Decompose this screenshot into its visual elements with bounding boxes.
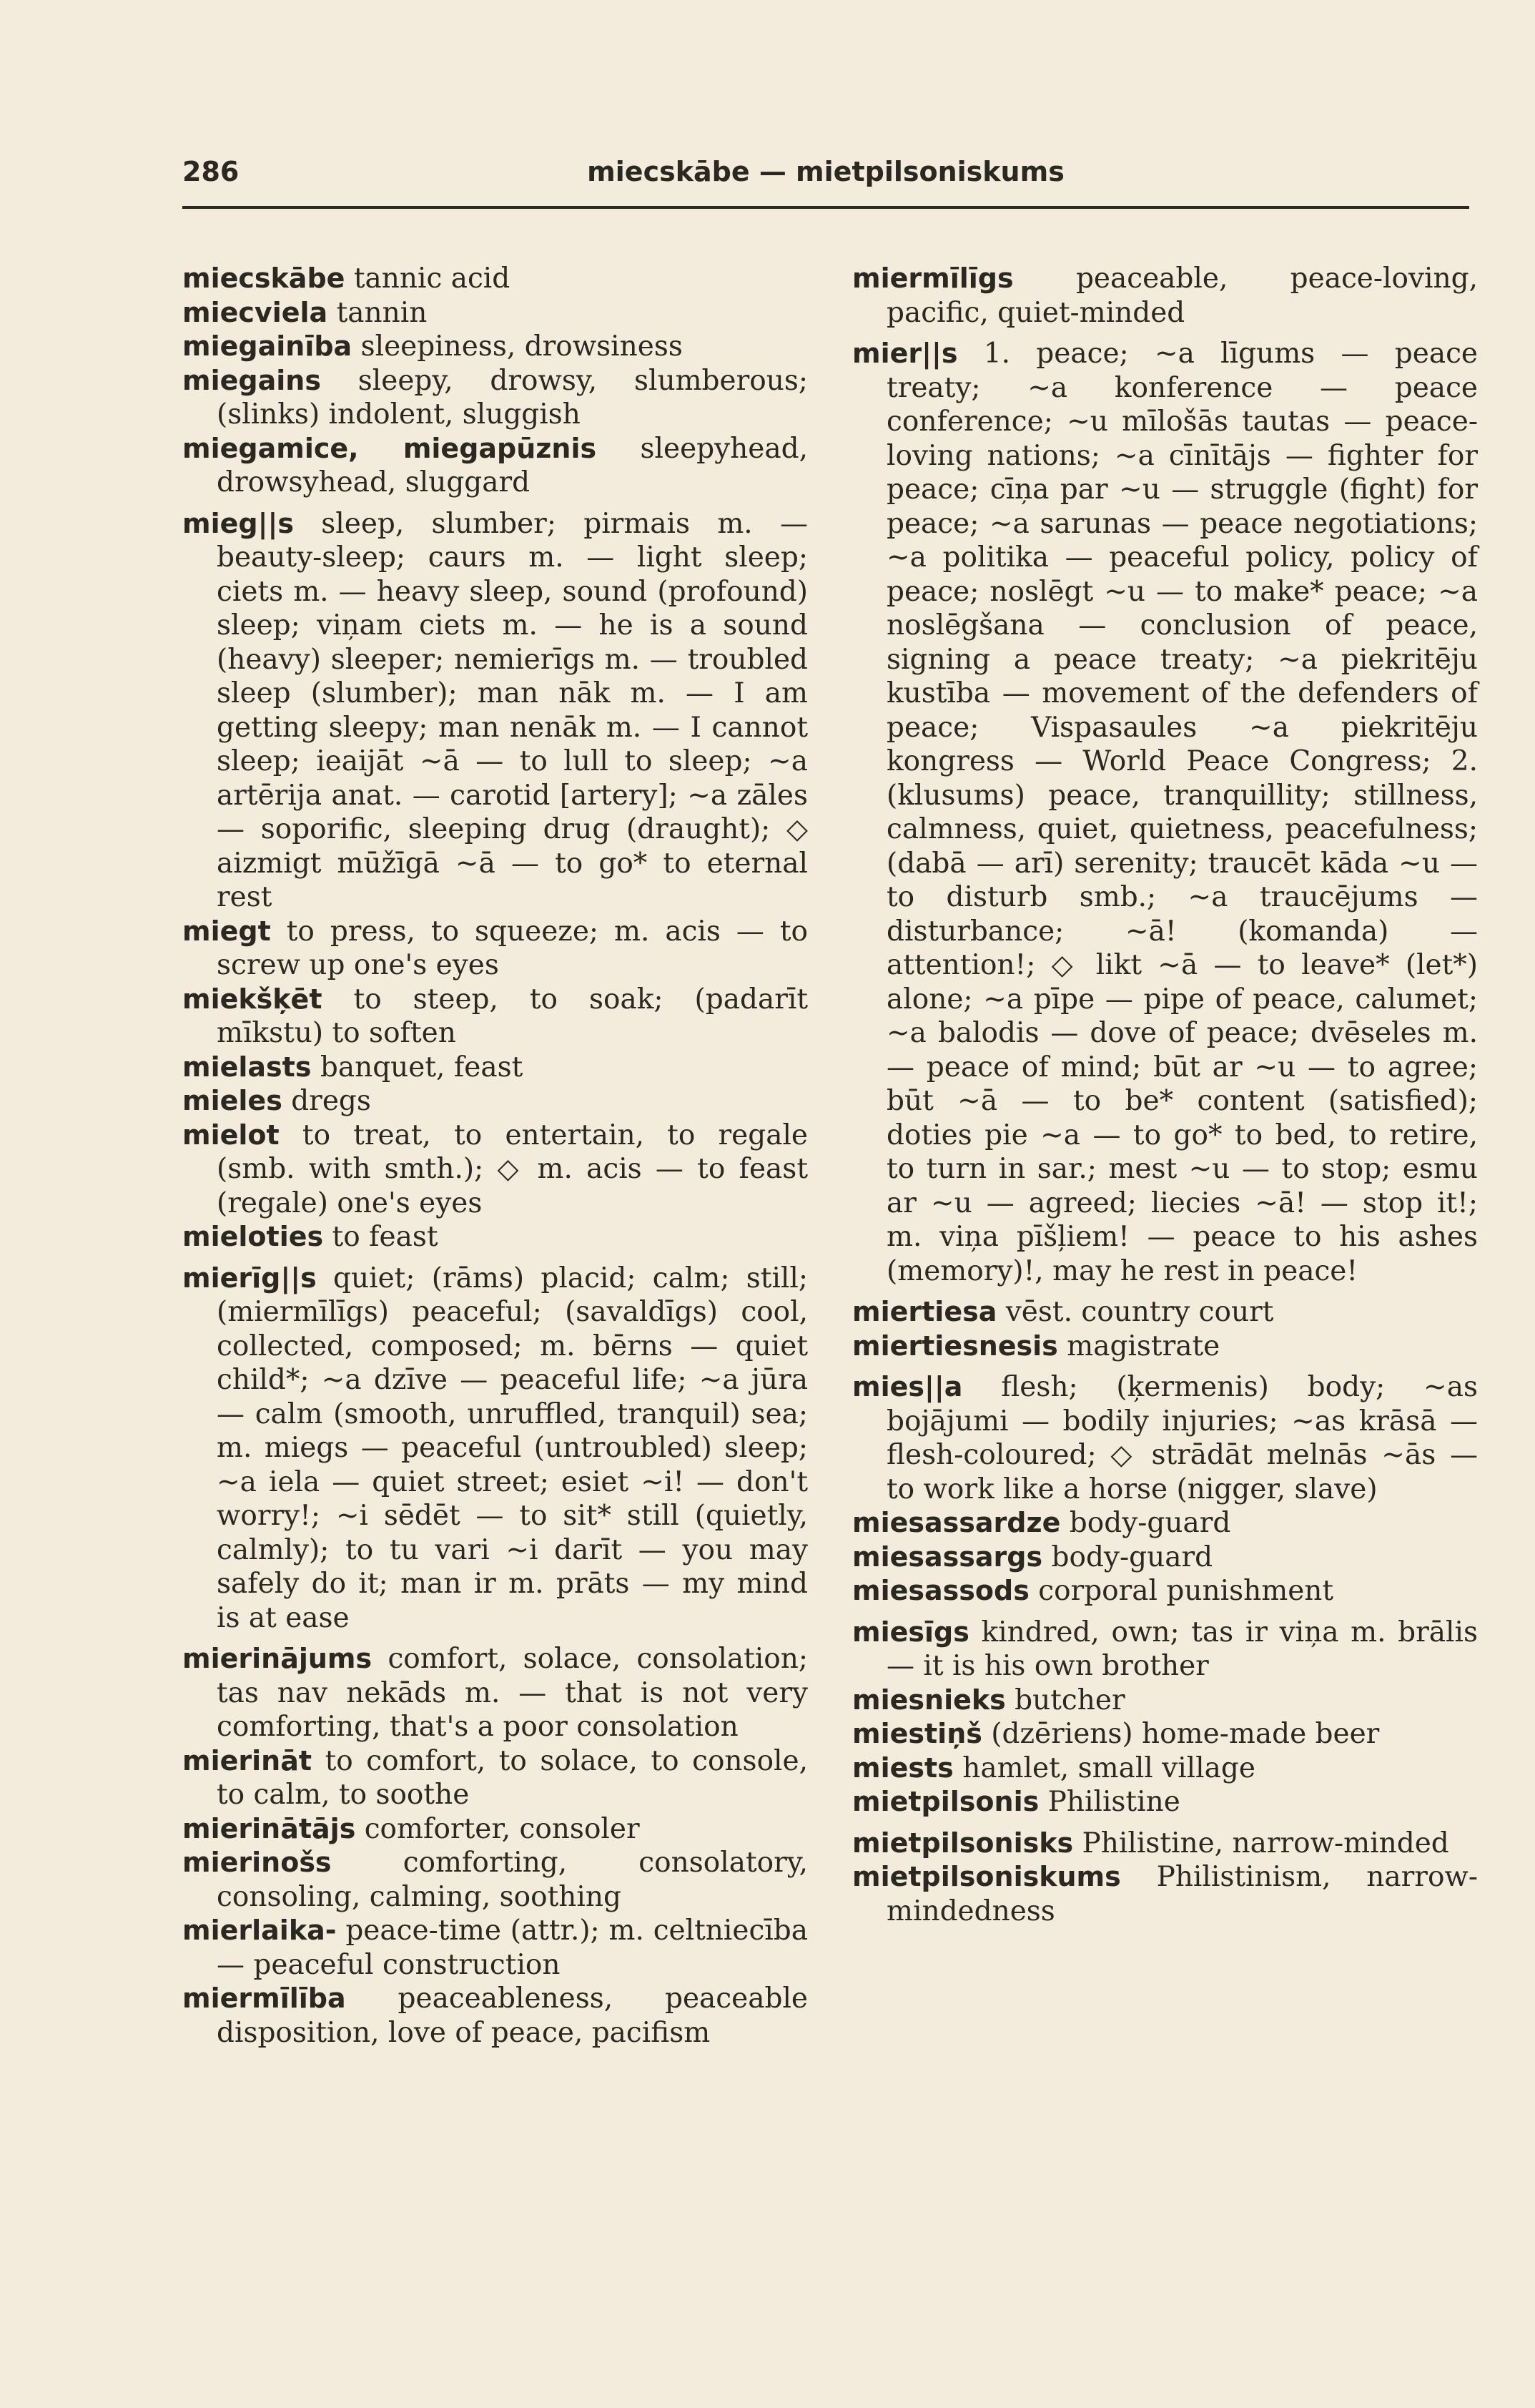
- entry-definition: to steep, to soak; (padarīt mīkstu) to soften: [217, 983, 808, 1049]
- entry-definition: flesh; (ķermenis) body; ~as bojājumi — bodily injuries; ~as krāsā — flesh-coloured; ◇ strādāt melnās ~ās — to work like a horse (nigger, slave): [887, 1371, 1478, 1505]
- entry-headword: miestiņš: [852, 1718, 982, 1749]
- dictionary-entry: [852, 1616, 1478, 1684]
- dictionary-entry: [852, 1540, 1478, 1575]
- dictionary-entry: [852, 337, 1478, 1288]
- entry-definition: Philistine: [1047, 1786, 1180, 1818]
- entry-definition: kindred, own; tas ir viņa m. brālis — it is his own brother: [887, 1616, 1479, 1682]
- entry-definition: (dzēriens) home-made beer: [991, 1718, 1380, 1750]
- entry-definition: body-guard: [1069, 1507, 1231, 1539]
- dictionary-entry: [852, 1785, 1478, 1819]
- page-number: 286: [182, 156, 240, 187]
- dictionary-entry: [182, 432, 808, 500]
- entry-headword: miegains: [182, 364, 321, 396]
- entry-definition: sleepyhead, drowsyhead, sluggard: [217, 432, 808, 498]
- entry-definition: to feast: [332, 1221, 438, 1253]
- dictionary-entry: [182, 1642, 808, 1744]
- dictionary-entry: [182, 1982, 808, 2050]
- dictionary-entry: [182, 507, 808, 915]
- entry-headword: mies||a: [852, 1371, 963, 1402]
- entry-headword: miesnieks: [852, 1684, 1006, 1716]
- entry-definition: to comfort, to solace, to console, to calm, to soothe: [217, 1744, 808, 1811]
- entry-definition: butcher: [1015, 1684, 1125, 1716]
- entry-definition: Philistinism, narrow-mindedness: [887, 1861, 1478, 1927]
- dictionary-entry: [182, 364, 808, 432]
- entry-headword: miekšķēt: [182, 983, 322, 1015]
- dictionary-entry: [182, 1051, 808, 1085]
- dictionary-entry: [852, 1330, 1478, 1364]
- dictionary-entry: [852, 1506, 1478, 1540]
- entry-definition: corporal punishment: [1038, 1575, 1334, 1607]
- entry-definition: sleepy, drowsy, slumberous; (slinks) indolent, sluggish: [217, 364, 808, 431]
- entry-headword: miertiesnesis: [852, 1330, 1058, 1362]
- entry-definition: comforter, consoler: [364, 1812, 640, 1845]
- entry-definition: quiet; (rāms) placid; calm; still; (miermīlīgs) peaceful; (savaldīgs) cool, collected, composed; m. bērns — quiet child*; ~a dzīve — peaceful life; ~a jūra — calm (smooth, unruffled, tranquil) sea; m. miegs — peaceful (untroubled) sleep; ~a iela — quiet street; esiet ~i! — don't worry!; ~i sēdēt — to sit* still (quietly, calmly); to tu vari ~i darīt — you may safely do it; man ir m. prāts — my mind is at ease: [217, 1262, 808, 1634]
- dictionary-entry: [182, 1084, 808, 1119]
- entry-headword: mielasts: [182, 1051, 312, 1083]
- entry-headword: mieles: [182, 1085, 282, 1116]
- entry-definition: tannin: [336, 296, 428, 329]
- entry-headword: miegainība: [182, 330, 352, 362]
- entry-definition: hamlet, small village: [962, 1751, 1255, 1784]
- dictionary-entry: [852, 262, 1478, 330]
- entry-headword: mierināt: [182, 1744, 312, 1776]
- entry-definition: peace-time (attr.); m. celtniecība — peaceful construction: [217, 1915, 808, 1981]
- entry-headword: miests: [852, 1751, 954, 1784]
- entry-definition: dregs: [291, 1085, 371, 1117]
- dictionary-entry: [182, 1262, 808, 1636]
- entry-definition: magistrate: [1067, 1330, 1220, 1362]
- entry-headword: mierinātājs: [182, 1812, 356, 1844]
- dictionary-entry: [852, 1684, 1478, 1718]
- entry-headword: mierinājums: [182, 1643, 372, 1674]
- entry-definition: peaceable, peace-loving, pacific, quiet-minded: [887, 262, 1478, 329]
- entry-headword: mier||s: [852, 338, 958, 369]
- dictionary-entry: [182, 296, 808, 330]
- dictionary-entry: [182, 1914, 808, 1982]
- entry-headword: miesassardze: [852, 1507, 1061, 1538]
- dictionary-entry: [182, 1846, 808, 1914]
- entry-headword: mierinošs: [182, 1847, 332, 1878]
- entry-headword: mietpilsonisks: [852, 1827, 1074, 1859]
- entry-definition: Philistine, narrow-minded: [1082, 1827, 1449, 1859]
- dictionary-entry: [852, 1717, 1478, 1751]
- entry-headword: miegt: [182, 915, 271, 947]
- entry-definition: vēst. country court: [1005, 1296, 1274, 1328]
- dictionary-entry: [182, 330, 808, 364]
- dictionary-entry: [852, 1860, 1478, 1928]
- entry-definition: tannic acid: [353, 262, 510, 295]
- entry-definition: to press, to squeeze; m. acis — to screw up one's eyes: [217, 915, 808, 981]
- dictionary-entry: [182, 262, 808, 296]
- page-header: [182, 156, 1469, 199]
- entry-definition: comforting, consolatory, consoling, calming, soothing: [217, 1847, 808, 1913]
- dictionary-entry: [852, 1751, 1478, 1786]
- entry-definition: body-guard: [1051, 1540, 1213, 1573]
- entry-definition: sleepiness, drowsiness: [360, 330, 683, 363]
- entry-headword: mietpilsonis: [852, 1786, 1040, 1817]
- entry-headword: miermīlīgs: [852, 262, 1014, 294]
- dictionary-entry: [852, 1574, 1478, 1608]
- entry-headword: mierīg||s: [182, 1262, 317, 1294]
- entry-headword: miesassods: [852, 1575, 1030, 1606]
- dictionary-entry: [182, 1812, 808, 1847]
- dictionary-entry: [182, 1220, 808, 1254]
- right-column: [852, 262, 1478, 1928]
- entry-headword: mierlaika-: [182, 1915, 337, 1946]
- running-head: miecskābe — mietpilsoniskums: [587, 156, 1065, 187]
- entry-definition: to treat, to entertain, to regale (smb. with smth.); ◇ m. acis — to feast (regale) one's eyes: [217, 1119, 808, 1219]
- dictionary-entry: [182, 915, 808, 983]
- entry-headword: mieg||s: [182, 507, 294, 539]
- dictionary-entry: [852, 1827, 1478, 1861]
- dictionary-entry: [852, 1370, 1478, 1506]
- entry-headword: miecviela: [182, 296, 328, 328]
- dictionary-entry: [852, 1295, 1478, 1330]
- entry-definition: comfort, solace, consolation; tas nav nekāds m. — that is not very comforting, that's a poor consolation: [217, 1643, 808, 1743]
- dictionary-entry: [182, 1744, 808, 1812]
- entry-definition: banquet, feast: [320, 1051, 523, 1083]
- entry-headword: miegamice, miegapūznis: [182, 432, 597, 464]
- dictionary-entry: [182, 983, 808, 1051]
- dictionary-entry: [182, 1119, 808, 1221]
- entry-headword: mieloties: [182, 1221, 324, 1252]
- entry-headword: mietpilsoniskums: [852, 1861, 1121, 1892]
- entry-definition: sleep, slumber; pirmais m. — beauty-sleep; caurs m. — light sleep; ciets m. — heavy sleep, sound (profound) sleep; viņam ciets m. — he is a sound (heavy) sleeper; nemierīgs m. — troubled sleep (slumber); man nāk m. — I am getting sleepy; man nenāk m. — I cannot sleep; ieaijāt ~ā — to lull to sleep; ~a artērija anat. — carotid [artery]; ~a zāles — soporific, sleeping drug (draught); ◇ aizmigt mūžīgā ~ā — to go* to eternal rest: [217, 507, 808, 913]
- entry-headword: miermīlība: [182, 1982, 346, 2014]
- header-rule: [182, 206, 1469, 209]
- entry-definition: peaceableness, peaceable disposition, love of peace, pacifism: [217, 1982, 808, 2049]
- entry-headword: miesassargs: [852, 1540, 1043, 1573]
- entry-headword: miesīgs: [852, 1616, 969, 1648]
- left-column: [182, 262, 808, 2050]
- entry-headword: mielot: [182, 1119, 280, 1151]
- entry-definition: 1. peace; ~a līgums — peace treaty; ~a konference — peace conference; ~u mīlošās tautas — peace-loving nations; ~a cīnītājs — fighter for peace; cīņa par ~u — struggle (fight) for peace; ~a sarunas — peace negotiations; ~a politika — peaceful policy, policy of peace; noslēgt ~u — to make* peace; ~a noslēgšana — conclusion of peace, signing a peace treaty; ~a piekritēju kustība — movement of the defenders of peace; Vispasaules ~a piekritēju kongress — World Peace Congress; 2. (klusums) peace, tranquillity; stillness, calmness, quiet, quietness, peacefulness; (dabā — arī) serenity; traucēt kāda ~u — to disturb smb.; ~a traucējums — disturbance; ~ā! (komanda) — attention!; ◇ likt ~ā — to leave* (let*) alone; ~a pīpe — pipe of peace, calumet; ~a balodis — dove of peace; dvēseles m. — peace of mind; būt ar ~u — to agree; būt ~ā — to be* content (satisfied); doties pie ~a — to go* to bed, to retire, to turn in sar.; mest ~u — to stop; esmu ar ~u — agreed; liecies ~ā! — stop it!; m. viņa pīšļiem! — peace to his ashes (memory)!, may he rest in peace!: [887, 338, 1478, 1287]
- entry-headword: miecskābe: [182, 262, 345, 294]
- entry-headword: miertiesa: [852, 1296, 997, 1327]
